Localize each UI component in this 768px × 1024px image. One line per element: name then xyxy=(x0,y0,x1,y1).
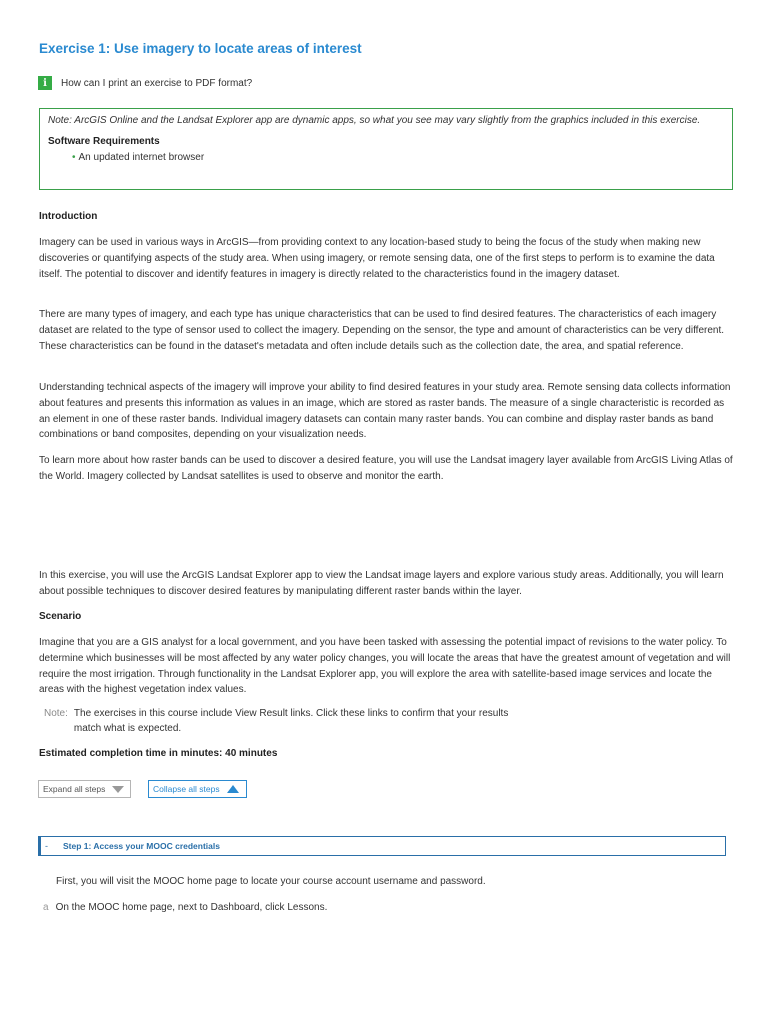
print-help-row[interactable] xyxy=(38,76,252,90)
intro-paragraph-4: To learn more about how raster bands can be used to discover a desired feature, you will use the Landsat imagery layer available from ArcGIS Living Atlas of the World. Imagery collected by Landsat satellites is used to observe and monitor the earth. xyxy=(39,455,733,482)
introduction-heading: Introduction xyxy=(39,211,98,222)
note-box xyxy=(39,108,733,190)
chevron-up-icon xyxy=(227,785,239,793)
expand-all-steps-label: Expand all steps xyxy=(43,784,106,794)
collapse-step-icon[interactable]: - xyxy=(45,841,48,851)
software-requirements-title: Software Requirements xyxy=(48,136,160,147)
substep-letter: a xyxy=(43,902,49,913)
substep-text: On the MOOC home page, next to Dashboard, click Lessons. xyxy=(55,902,328,913)
inline-note xyxy=(44,706,514,736)
print-help-link[interactable]: How can I print an exercise to PDF format? xyxy=(61,77,253,89)
intro-paragraph-1: Imagery can be used in various ways in ArcGIS—from providing context to any location-based study to being the focus of the study when making new discoveries or quantifying aspects of the study area. When using imagery, or remote sensing data, one of the first steps to perform is to examine the data itself. The potential to discover and identify features in imagery is directly related to the characteristics found in the imagery dataset. xyxy=(39,237,715,280)
step-1-intro: First, you will visit the MOOC home page to locate your course account username and password. xyxy=(56,876,486,887)
note-body: The exercises in this course include View Result links. Click these links to confirm that your results match what is expected. xyxy=(73,708,509,734)
intro-paragraph-5: In this exercise, you will use the ArcGIS Landsat Explorer app to view the Landsat image layers and explore various study areas. Additionally, you will learn about possible techniques to discover desired features by manipulating different raster bands within the layer. xyxy=(39,570,724,597)
intro-paragraph-3: Understanding technical aspects of the imagery will improve your ability to find desired features in your study area. Remote sensing data collects information about features and presents this information as values in an image, which are stored as raster bands. The measure of a single characteristic is recorded as an element in one of these raster bands. Individual imagery datasets can contain many raster bands. You can combine and display raster bands as band combinations or band composites, depending on your visualization needs. xyxy=(39,382,731,441)
requirement-item-label: An updated internet browser xyxy=(78,152,205,163)
completion-time: Estimated completion time in minutes: 40 minutes xyxy=(39,748,278,759)
note-label: Note: xyxy=(44,708,68,719)
page-title: Exercise 1: Use imagery to locate areas of interest xyxy=(39,41,362,56)
note-text: Note: ArcGIS Online and the Landsat Explorer app are dynamic apps, so what you see may vary slightly from the graphics included in this exercise. xyxy=(48,115,701,126)
expand-all-steps-button[interactable] xyxy=(38,780,131,798)
intro-paragraph-2: There are many types of imagery, and each type has unique characteristics that can be used to find desired features. The characteristics of each imagery dataset are related to the type of sensor used to collect the imagery. Depending on the sensor, the type and amount of characteristics can be very different. These characteristics can be found in the dataset's metadata and often include details such as the collection date, the area, and spatial reference. xyxy=(39,309,725,352)
scenario-heading: Scenario xyxy=(39,611,82,622)
step-1-header[interactable] xyxy=(38,836,726,856)
chevron-down-icon xyxy=(112,786,124,793)
requirement-item xyxy=(72,152,724,163)
bullet-icon: • xyxy=(72,152,76,163)
step-1-title: Step 1: Access your MOOC credentials xyxy=(63,841,220,851)
info-icon: i xyxy=(38,76,52,90)
substep-a xyxy=(43,902,327,913)
collapse-all-steps-label: Collapse all steps xyxy=(153,784,220,794)
collapse-all-steps-button[interactable] xyxy=(148,780,247,798)
scenario-paragraph: Imagine that you are a GIS analyst for a local government, and you have been tasked with assessing the potential impact of revisions to the water policy. To determine which businesses will be most affected by any water policy changes, you will locate the areas that have the greatest amount of vegetation and will require the most irrigation. Through functionality in the Landsat Explorer app, you will explore the area with satellite-based image services and locate the areas with the highest vegetation index values. xyxy=(39,637,731,696)
